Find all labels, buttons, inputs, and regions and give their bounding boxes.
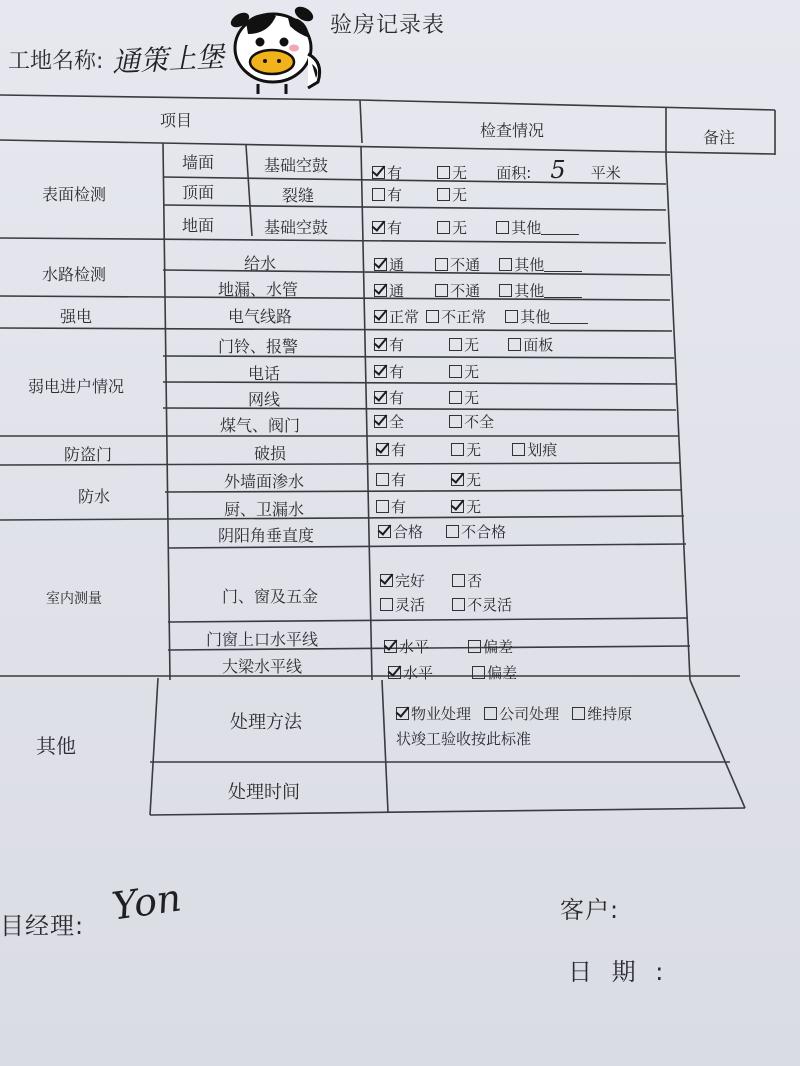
checkbox-option[interactable]: 不正常 (426, 308, 486, 326)
checkbox-option[interactable]: 不通 (435, 282, 480, 300)
item-door-window: 门、窗及五金 (222, 587, 319, 606)
group-power: 强电 (60, 307, 93, 326)
checkbox-option[interactable]: 完好 (380, 572, 425, 590)
checkbox-option[interactable]: 全 (374, 413, 404, 431)
item-beam-level: 大梁水平线 (222, 657, 303, 676)
checkbox-option[interactable]: 偏差 (468, 638, 513, 656)
checkbox-option[interactable]: 通 (374, 282, 404, 300)
group-security-door: 防盗门 (64, 445, 113, 464)
item-door-window-level: 门窗上口水平线 (206, 630, 319, 649)
group-water: 水路检测 (42, 265, 107, 284)
options-electric-wiring (374, 306, 602, 327)
area-label: 面积: (496, 164, 532, 182)
item-network: 网线 (248, 390, 281, 409)
item-doorbell: 门铃、报警 (218, 337, 299, 356)
header-item: 项目 (160, 111, 193, 130)
checkbox-option[interactable]: 有 (374, 336, 404, 354)
area-unit: 平米 (590, 164, 621, 182)
item-crack: 裂缝 (282, 186, 315, 205)
checkbox-option[interactable]: 无 (437, 219, 467, 237)
customer-label: 客户: (560, 896, 620, 924)
item-handling-method: 处理方法 (230, 712, 302, 733)
item-handling-time: 处理时间 (228, 782, 300, 803)
options-door-window-2 (380, 594, 526, 615)
options-corner-verticality (378, 521, 520, 542)
item-wall-hollow: 基础空鼓 (264, 156, 329, 175)
checkbox-option[interactable]: 其他 (496, 219, 579, 237)
options-door-window (380, 570, 496, 591)
checkbox-option[interactable]: 不全 (449, 413, 494, 431)
checkbox-option[interactable]: 水平 (384, 638, 429, 656)
options-phone (374, 361, 493, 382)
manager-label: 目经理: (0, 912, 85, 940)
checkbox-option[interactable]: 有 (376, 471, 406, 489)
sub-floor: 地面 (182, 216, 215, 235)
checkbox-option[interactable]: 无 (451, 498, 481, 516)
checkbox-option[interactable]: 不通 (435, 256, 480, 274)
checkbox-option[interactable]: 无 (449, 336, 479, 354)
checkbox-option[interactable]: 有 (374, 363, 404, 381)
checkbox-option[interactable]: 水平 (388, 664, 433, 682)
options-floor-hollow (372, 217, 593, 238)
checkbox-option[interactable]: 合格 (378, 523, 423, 541)
checkbox-option[interactable]: 有 (374, 389, 404, 407)
item-drain-pipe: 地漏、水管 (218, 280, 299, 299)
checkbox-option[interactable]: 有 (372, 164, 402, 182)
options-damage (376, 439, 571, 460)
item-wall-leak: 外墙面渗水 (224, 472, 305, 491)
item-water-supply: 给水 (244, 254, 277, 273)
item-floor-hollow: 基础空鼓 (264, 218, 329, 237)
form-title: 验房记录表 (330, 13, 446, 38)
item-corner-verticality: 阴阳角垂直度 (218, 526, 315, 545)
checkbox-option[interactable]: 面板 (508, 336, 553, 354)
group-other: 其他 (36, 734, 76, 758)
checkbox-option[interactable]: 灵活 (380, 596, 425, 614)
checkbox-option[interactable]: 无 (451, 471, 481, 489)
options-crack (372, 184, 481, 205)
checkbox-option[interactable]: 划痕 (512, 441, 557, 459)
options-door-window-level (384, 636, 527, 657)
group-weak-current: 弱电进户情况 (28, 377, 125, 396)
checkbox-option[interactable]: 通 (374, 256, 404, 274)
checkbox-option[interactable]: 有 (376, 441, 406, 459)
checkbox-option[interactable]: 无 (449, 363, 479, 381)
item-phone: 电话 (248, 364, 281, 383)
date-label: 日 期 : (568, 958, 670, 986)
header-note: 备注 (703, 128, 736, 147)
site-label: 工地名称: (8, 49, 104, 74)
item-electric-wiring: 电气线路 (228, 307, 293, 326)
checkbox-option[interactable]: 无 (437, 186, 467, 204)
checkbox-option[interactable]: 无 (437, 164, 467, 182)
checkbox-option[interactable]: 偏差 (472, 664, 517, 682)
sub-ceiling: 顶面 (182, 183, 215, 202)
group-indoor: 室内测量 (46, 591, 102, 607)
manager-signature: Yon (109, 875, 184, 929)
sub-wall: 墙面 (182, 153, 215, 172)
options-handling-method (396, 703, 646, 724)
site-name-handwritten: 通策上堡 (111, 40, 225, 79)
options-network (374, 387, 493, 408)
checkbox-option[interactable]: 否 (452, 572, 482, 590)
checkbox-option[interactable]: 不灵活 (452, 596, 512, 614)
checkbox-option[interactable]: 无 (451, 441, 481, 459)
checkbox-option[interactable]: 其他 (505, 308, 588, 326)
options-kitchen-leak (376, 496, 495, 517)
item-kitchen-leak: 厨、卫漏水 (224, 500, 305, 519)
checkbox-option[interactable]: 有 (372, 219, 402, 237)
checkbox-option[interactable]: 无 (449, 389, 479, 407)
options-wall-leak (376, 469, 495, 490)
checkbox-option[interactable]: 不合格 (446, 523, 506, 541)
options-doorbell (374, 334, 567, 355)
checkbox-option[interactable]: 维持原 (572, 705, 632, 723)
checkbox-option[interactable]: 物业处理 (396, 705, 471, 723)
header-check: 检查情况 (480, 121, 545, 140)
options-drain-pipe (374, 280, 596, 301)
checkbox-option[interactable]: 正常 (374, 308, 419, 326)
area-handwritten: 5 (550, 156, 566, 184)
group-waterproof: 防水 (78, 487, 111, 506)
checkbox-option[interactable]: 有 (372, 186, 402, 204)
options-water-supply (374, 254, 596, 275)
checkbox-option[interactable]: 其他 (499, 282, 582, 300)
group-surface: 表面检测 (42, 185, 107, 204)
checkbox-option[interactable]: 公司处理 (484, 705, 559, 723)
item-gas-valve: 煤气、阀门 (220, 416, 301, 435)
options-beam-level (388, 662, 531, 683)
handling-method-line2: 状竣工验收按此标准 (396, 730, 532, 748)
checkbox-option[interactable]: 其他 (499, 256, 582, 274)
item-damage: 破损 (254, 444, 287, 463)
checkbox-option[interactable]: 有 (376, 498, 406, 516)
options-wall-hollow (372, 156, 635, 184)
options-gas-valve (374, 411, 508, 432)
